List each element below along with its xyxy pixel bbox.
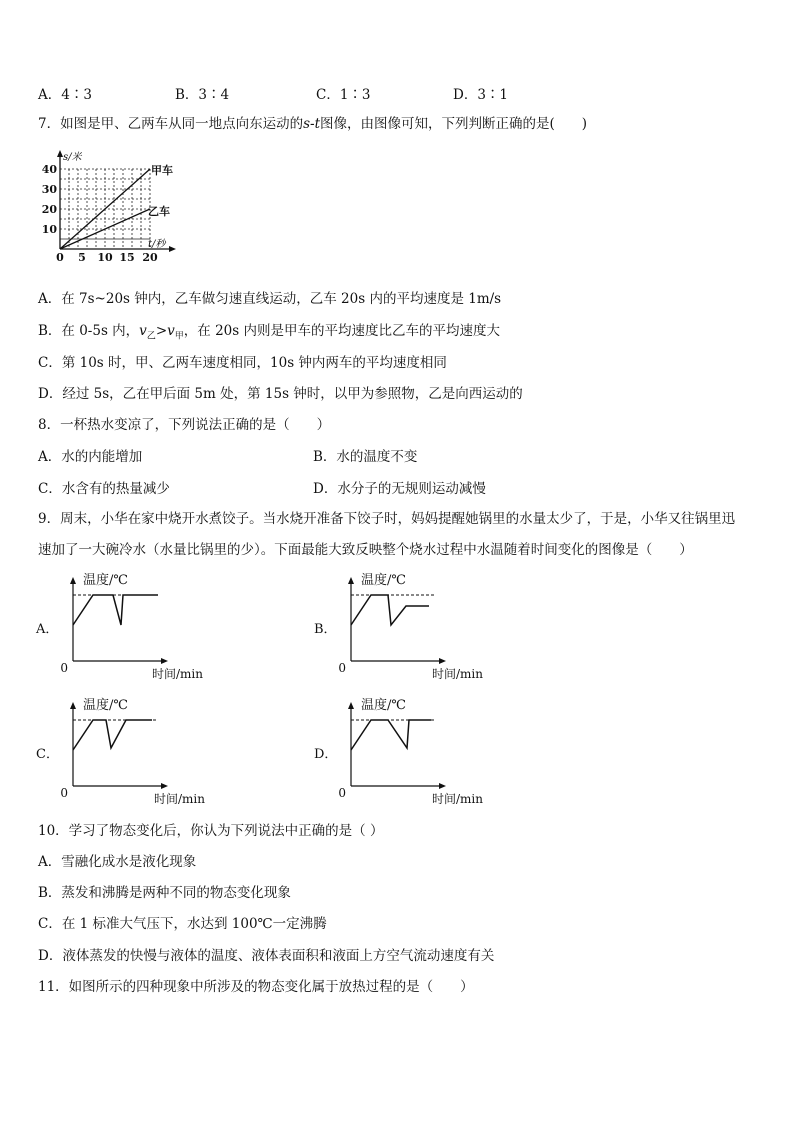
q9-graph-c-xlabel: 时间/min <box>154 792 205 806</box>
q10-stem: 10．学习了物态变化后，你认为下列说法中正确的是（ ） <box>38 823 384 839</box>
q9-graph-a-origin: 0 <box>60 661 68 675</box>
q10-option-a: A．雪融化成水是液化现象 <box>38 854 197 870</box>
q7-xtick-15: 15 <box>119 251 135 264</box>
q6-option-d: D．3∶1 <box>453 87 509 103</box>
q9-graph-c-y-arrow-icon <box>70 702 76 709</box>
q7-option-b-v1: v <box>139 323 147 339</box>
q9-graph-d-x-arrow-icon <box>439 783 446 789</box>
q10-option-c: C．在 1 标准大气压下，水达到 100℃一定沸腾 <box>38 916 327 932</box>
q9-graph-c-curve <box>73 720 152 750</box>
q7-option-b-v2: v <box>167 323 175 339</box>
q7-label-jia: 甲车 <box>151 164 173 177</box>
q11-stem: 11．如图所示的四种现象中所涉及的物态变化属于放热过程的是（ ） <box>38 979 474 995</box>
q9-graph-d <box>308 693 508 811</box>
q7-option-a: A．在 7s~20s 钟内，乙车做匀速直线运动，乙车 20s 内的平均速度是 1m/s <box>38 291 502 307</box>
q9-graph-b-label: B． <box>314 622 337 637</box>
q8-option-b: B．水的温度不变 <box>313 449 418 465</box>
q7-ytick-20: 20 <box>41 203 57 216</box>
q9-graph-b-y-arrow-icon <box>348 577 354 584</box>
q7-label-yi: 乙车 <box>148 205 170 218</box>
q9-graph-b-curve <box>351 595 429 625</box>
q7-xtick-0: 0 <box>56 251 64 264</box>
q9-graph-d-xlabel: 时间/min <box>432 792 483 806</box>
q9-graph-c-label: C． <box>36 747 59 762</box>
q7-st-graph <box>30 148 190 266</box>
q9-graph-a-curve <box>73 595 158 625</box>
q6-option-c: C．1∶3 <box>316 87 371 103</box>
q7-xlabel: t/秒 <box>148 239 166 250</box>
q9-graph-a-ylabel: 温度/℃ <box>83 573 128 588</box>
q9-graph-c-ylabel: 温度/℃ <box>83 698 128 713</box>
q9-stem-line1: 9．周末，小华在家中烧开水煮饺子。当水烧开准备下饺子时，妈妈提醒她锅里的水量太少了，于是，小华又往锅里迅 <box>38 511 736 527</box>
q7-stem-st: s-t <box>303 116 321 132</box>
q6-option-a: A．4∶3 <box>38 87 92 103</box>
q9-graph-a-xlabel: 时间/min <box>152 667 203 681</box>
q9-graph-d-curve <box>351 720 431 750</box>
q9-graph-c <box>30 693 230 811</box>
q8-option-a: A．水的内能增加 <box>38 449 143 465</box>
q9-graph-b-ylabel: 温度/℃ <box>361 573 406 588</box>
q8-stem: 8．一杯热水变凉了，下列说法正确的是（ ） <box>38 417 331 433</box>
q9-graph-a-x-arrow-icon <box>161 658 168 664</box>
q9-graph-a-label: A． <box>36 622 59 637</box>
q9-graph-d-origin: 0 <box>338 786 346 800</box>
q7-stem <box>38 115 587 133</box>
q7-option-b-sub1: 乙 <box>146 331 156 342</box>
q7-stem-part1: 7．如图是甲、乙两车从同一地点向东运动的 <box>38 116 304 132</box>
q7-ytick-40: 40 <box>41 163 57 176</box>
q9-graph-b-x-arrow-icon <box>439 658 446 664</box>
q8-option-c: C．水含有的热量减少 <box>38 481 170 497</box>
q7-option-b <box>38 322 500 346</box>
q6-option-b: B．3∶4 <box>175 87 230 103</box>
q9-graph-d-ylabel: 温度/℃ <box>361 698 406 713</box>
q9-graph-c-x-arrow-icon <box>161 783 168 789</box>
q9-graph-c-origin: 0 <box>60 786 68 800</box>
q7-xtick-10: 10 <box>97 251 113 264</box>
q9-graph-b-xlabel: 时间/min <box>432 667 483 681</box>
q7-stem-part2: 图像，由图像可知，下列判断正确的是( ) <box>320 116 588 132</box>
q9-graph-b-origin: 0 <box>338 661 346 675</box>
q9-graph-a <box>30 568 230 686</box>
q7-option-d: D．经过 5s，乙在甲后面 5m 处，第 15s 钟时，以甲为参照物，乙是向西运动的 <box>38 386 523 402</box>
q7-ytick-10: 10 <box>41 223 57 236</box>
q9-graph-d-label: D． <box>314 747 338 762</box>
q9-stem-line2: 速加了一大碗冷水（水量比锅里的少）。下面最能大致反映整个烧水过程中水温随着时间变化的图像是（ ） <box>38 542 693 558</box>
q7-option-b-pre: B．在 0-5s 内， <box>38 323 140 339</box>
q8-option-d: D．水分子的无规则运动减慢 <box>313 481 486 497</box>
q7-option-b-sub2: 甲 <box>174 331 184 342</box>
q7-xtick-20: 20 <box>142 251 158 264</box>
q7-xtick-5: 5 <box>78 251 86 264</box>
q9-graph-d-y-arrow-icon <box>348 702 354 709</box>
q7-ylabel: s/米 <box>63 152 82 163</box>
q7-option-c: C．第 10s 时，甲、乙两车速度相同，10s 钟内两车的平均速度相同 <box>38 355 447 371</box>
q7-option-b-gt: > <box>155 323 168 339</box>
q7-option-b-post: ，在 20s 内则是甲车的平均速度比乙车的平均速度大 <box>183 323 500 339</box>
q10-option-b: B．蒸发和沸腾是两种不同的物态变化现象 <box>38 885 291 901</box>
q7-ytick-30: 30 <box>41 183 57 196</box>
q7-x-arrow-icon <box>169 246 176 252</box>
q9-graph-b <box>308 568 508 686</box>
q9-graph-a-y-arrow-icon <box>70 577 76 584</box>
q10-option-d: D．液体蒸发的快慢与液体的温度、液体表面积和液面上方空气流动速度有关 <box>38 948 495 964</box>
